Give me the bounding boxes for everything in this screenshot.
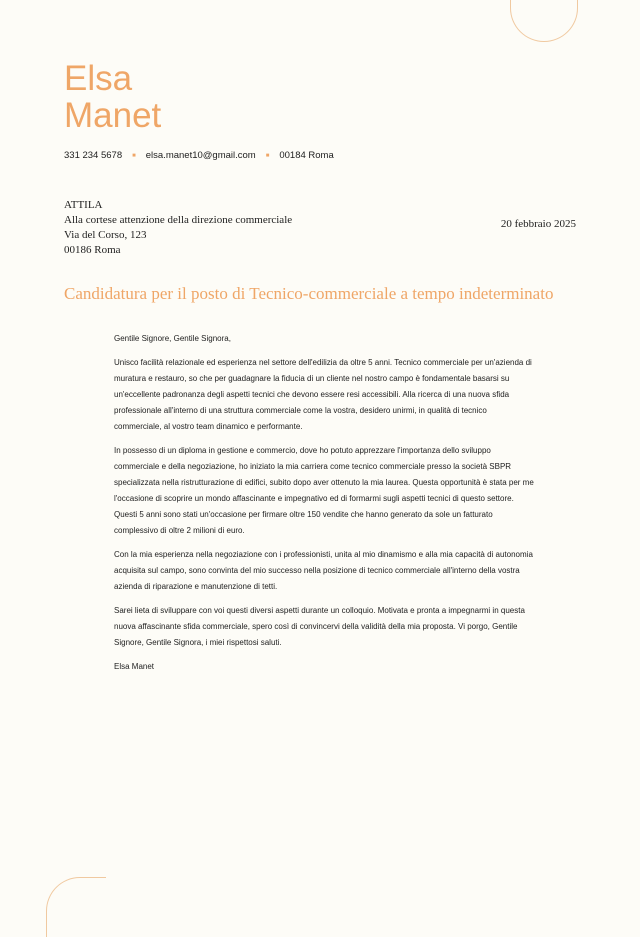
last-name: Manet [64,96,162,135]
letter-signature: Elsa Manet [114,662,155,671]
letter-paragraph: Con la mia esperienza nella negoziazione con i professionisti, unita al mio dinamismo e alla mia capacità di autonomia acquisita sul campo, sono convinta del mio successo nella posizione di tecnico commerciale all'interno della vostra azienda di riparazione e manutenzione di tetti. [114,550,533,591]
letter-subject: Candidatura per il posto di Tecnico-commerciale a tempo indeterminato [64,284,554,303]
recipient-attention: Alla cortese attenzione della direzione commerciale [64,214,293,226]
contact-info [64,150,334,161]
recipient-street: Via del Corso, 123 [64,229,147,241]
letter-paragraph: In possesso di un diploma in gestione e commercio, dove ho potuto apprezzare l'importanza dello sviluppo commerciale e della negoziazione, ho iniziato la mia carriera come tecnico commerciale presso la società SBPR specializzata nella ristrutturazione di edifici, subito dopo aver ottenuto la mia laurea. Questa opportunità è stata per me l'occasione di scoprire un mondo affascinante e impegnativo ed di formarmi sugli aspetti tecnici di questo settore. Questi 5 anni sono stati un'occasione per firmare oltre 150 vendite che hanno generato da sole un fatturato complessivo di oltre 2 milioni di euro. [114,446,534,535]
letter-date: 20 febbraio 2025 [500,218,576,230]
recipient-block [64,198,292,258]
applicant-name [64,60,161,134]
letter-paragraph: Unisco facilità relazionale ed esperienza nel settore dell'edilizia da oltre 5 anni. Tecnico commerciale per un'azienda di muratura e restauro, so che per guadagnare la fiducia di un cliente nel nostro campo è fondamentale basarsi su un'eccellente padronanza degli aspetti tecnici che devono essere resi accessibili. Alla ricerca di una nuova sfida professionale all'interno di una struttura commerciale come la vostra, desidero unirmi, in qualità di tecnico commerciale, al vostro team dinamico e performante. [114,358,532,431]
bullet-separator-icon: ■ [265,152,270,159]
email-address: elsa.manet10@gmail.com [145,150,256,161]
phone-number: 331 234 5678 [64,150,123,161]
decorative-arch-bottom [46,877,106,937]
postal-address: 00184 Roma [279,150,334,161]
first-name: Elsa [64,59,133,98]
letter-body [114,331,534,683]
letter-greeting: Gentile Signore, Gentile Signora, [114,334,231,343]
decorative-arch-top [510,0,578,42]
bullet-separator-icon: ■ [132,152,136,159]
recipient-company: ATTILA [64,199,103,211]
letter-paragraph: Sarei lieta di sviluppare con voi questi diversi aspetti durante un colloquio. Motivata e pronta a impegnarmi in questa nuova affascinante sfida commerciale, spero così di convincervi della validità della mia proposta. Vi porgo, Gentile Signore, Gentile Signora, i miei rispettosi saluti. [114,606,525,647]
recipient-city: 00186 Roma [64,244,121,256]
